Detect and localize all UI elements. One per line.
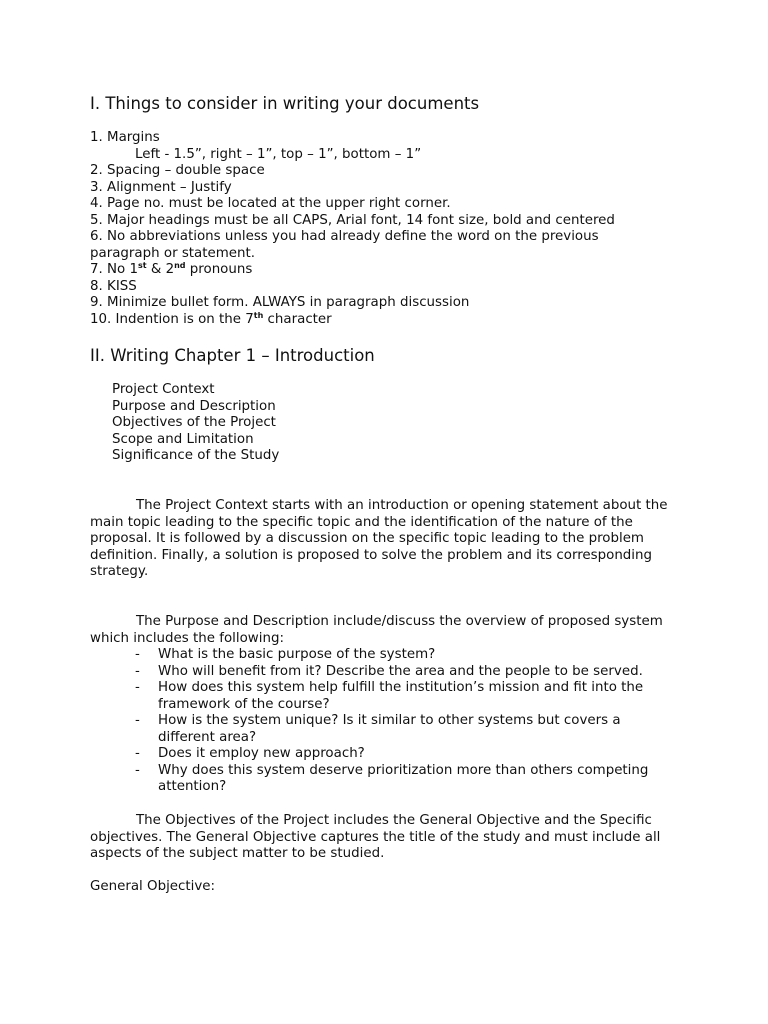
pronouns-mid: & 2	[146, 262, 175, 277]
question-item	[135, 680, 675, 713]
list-item: 9. Minimize bullet form. ALWAYS in paragraph discussion	[90, 295, 470, 310]
dash-bullet-icon: -	[135, 713, 140, 728]
chapter-part: Scope and Limitation	[112, 431, 254, 447]
project-context-text: The Project Context starts with an introduction or opening statement about the main topic leading to the specific topic and the identification of the nature of the proposal. It is followed by a discussion on the specific topic leading to the problem definition. Finally, a solution is proposed to solve the problem and its corresponding strategy.	[90, 498, 668, 579]
objectives-paragraph	[90, 813, 680, 863]
question-text: Why does this system deserve prioritization more than others competing attention?	[158, 762, 649, 794]
question-text: How is the system unique? Is it similar to other systems but covers a different area?	[158, 713, 621, 745]
chapter-part: Objectives of the Project	[112, 415, 276, 430]
question-item	[135, 746, 675, 763]
list-item-pronouns	[90, 262, 710, 279]
general-objective-label: General Objective:	[90, 879, 216, 894]
dash-bullet-icon: -	[135, 746, 140, 761]
question-item	[135, 763, 675, 796]
indention-prefix: 10. Indention is on the 7	[90, 311, 254, 327]
dash-bullet-icon: -	[135, 680, 140, 695]
question-text: Who will benefit from it? Describe the area and the people to be served.	[158, 663, 643, 679]
section-2-heading: II. Writing Chapter 1 – Introduction	[90, 346, 375, 365]
considerations-list	[90, 130, 710, 328]
list-item: 5. Major headings must be all CAPS, Arial font, 14 font size, bold and centered	[90, 212, 615, 228]
objectives-text: The Objectives of the Project includes the General Objective and the Specific objectives. The General Objective captures the title of the study and must include all aspects of the subject matter to be studied.	[90, 813, 661, 861]
question-item	[135, 713, 675, 746]
list-item: paragraph or statement.	[90, 245, 256, 261]
question-text: How does this system help fulfill the institution’s mission and fit into the framework of the course?	[158, 680, 644, 712]
project-context-paragraph	[90, 498, 680, 581]
pronouns-prefix: 7. No 1	[90, 262, 139, 277]
chapter-parts-list	[112, 382, 732, 465]
question-text: What is the basic purpose of the system?	[158, 647, 436, 662]
pronouns-suffix: pronouns	[185, 262, 253, 277]
chapter-part: Purpose and Description	[112, 398, 276, 414]
superscript-st: st	[138, 261, 147, 270]
dash-bullet-icon: -	[135, 647, 140, 662]
dash-bullet-icon: -	[135, 663, 140, 679]
list-item-indention	[90, 312, 710, 329]
chapter-part: Significance of the Study	[112, 448, 280, 463]
section-1-heading: I. Things to consider in writing your documents	[90, 94, 480, 113]
purpose-questions-list	[135, 647, 675, 796]
list-item: 4. Page no. must be located at the upper right corner.	[90, 196, 451, 211]
list-item-margins-detail: Left - 1.5”, right – 1”, top – 1”, bottom – 1”	[135, 146, 422, 162]
list-item: 1. Margins	[90, 130, 160, 145]
question-item	[135, 647, 675, 664]
chapter-part: Project Context	[112, 382, 215, 397]
purpose-paragraph	[90, 614, 680, 647]
question-text: Does it employ new approach?	[158, 746, 365, 761]
list-item: 6. No abbreviations unless you had already define the word on the previous	[90, 229, 599, 244]
question-item	[135, 664, 675, 681]
superscript-nd: nd	[174, 261, 186, 270]
dash-bullet-icon: -	[135, 762, 140, 778]
purpose-text: The Purpose and Description include/discuss the overview of proposed system which includes the following:	[90, 614, 663, 646]
list-item: 2. Spacing – double space	[90, 163, 265, 178]
list-item: 3. Alignment – Justify	[90, 179, 232, 195]
list-item: 8. KISS	[90, 278, 137, 294]
superscript-th: th	[253, 310, 264, 320]
indention-suffix: character	[263, 311, 332, 327]
